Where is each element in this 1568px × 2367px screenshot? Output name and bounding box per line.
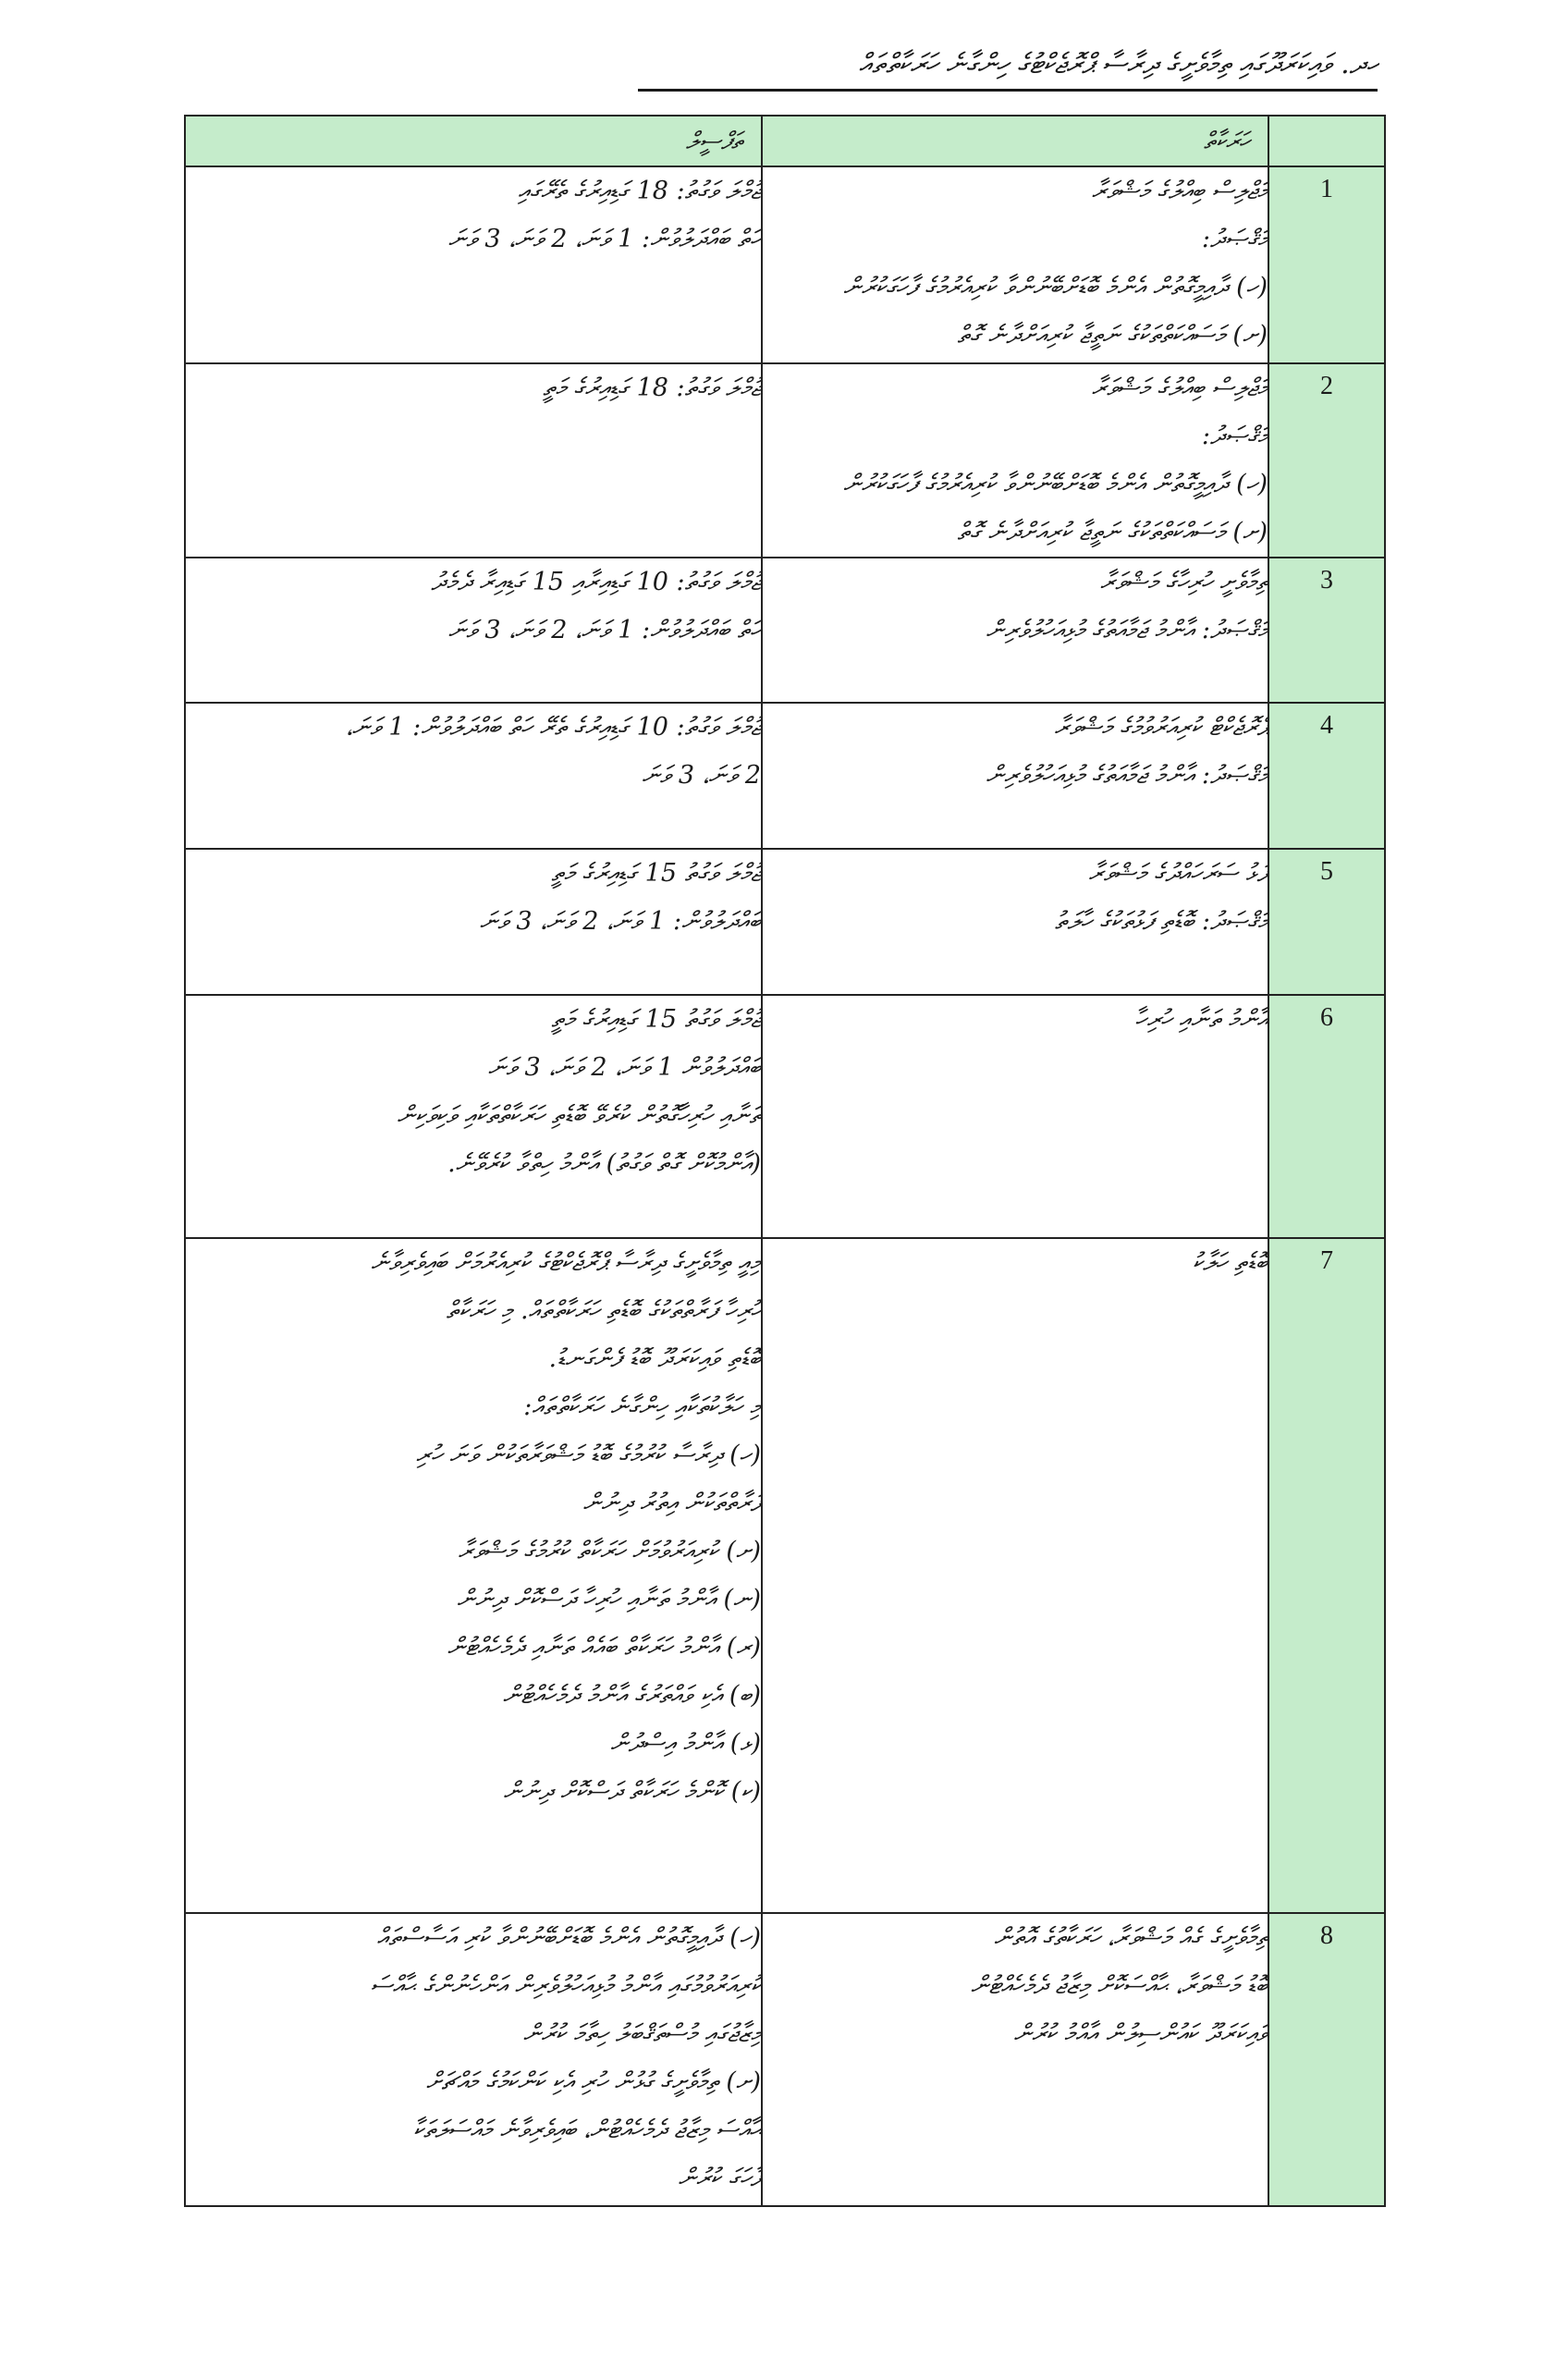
header-subject: ހަރަކާތް: [762, 116, 1268, 166]
row-details: (ހ) ދާއިމީގޮތުން އެންމެ ބޮޑަށްބޭނުންވާ ކުރި އަސާސްތައް ކުރިއަރުވުމުގައި އާންމު މުޅިއަހުލުވެރިން އަންހެނުންގެ ޙާއްސަ މިޒާޖުގައި މުސްތަޤްބަލު ހިތާމަ ކުރުން (ށ) ތިމާވެށީގެ ގުޅުން ހުރި އެކި ކަންކަމުގެ މައްޗަށް ޙާއްސަ މިޒާޖު ދެމެހެއްޓުން، ބައިވެރިވާނެ މައްސަލަތަކާ ފާހަގަ ކުރުން: [185, 1913, 762, 2206]
row-details: ޖުމްލަ ވަގުތު 15 ގަޑިއިރުގެ މަތީ ބައްދަލުވުން: 1 ވަނަ، 2 ވަނަ، 3 ވަނަ: [185, 849, 762, 995]
row-details: މިއީ ތިމާވެށީގެ ދިރާސާ ޕްރޮޖެކްޓުގެ ކުރިއެރުމަށް ބައިވެރިވާނެ ހުރިހާ ފަރާތްތަކުގެ ބޮޑެތި ހަރަކާތްތައް. މި ހަރަކާތް ބޮޑެތި ވައިކަރަދޫ ބޮޑު ފެންގަނޑު. މި ހަލާކުތަކާއި ހިންގާނެ ހަރަކާތްތައް: (ހ) ދިރާސާ ކުރުމުގެ ބޮޑު މަޝްވަރާތަކުން ވަނަ ހުރި ފަރާތްތަކުން އިތުރު ދިނުން (ށ) ކުރިއަރުވުމަށް ހަރަކާތް ކުރުމުގެ މަޝްވަރާ (ނ) އާންމު ތަނާއި ހުރިހާ ދަސްކޮށް ދިނުން (ރ) އާންމު ހަރަކާތް ބައެއް ތަނާއި ދެމެހެއްޓުން (ބ) އެކި ވައްތަރުގެ އާންމު ދެމެހެއްޓުން (ޅ) އާންމު އިސްދުން (ކ) ކޮންމެ ހަރަކާތް ދަސްކޮށް ދިނުން: [185, 1238, 762, 1913]
row-number: 3: [1268, 558, 1385, 703]
row-number: 5: [1268, 849, 1385, 995]
row-number: 7: [1268, 1238, 1385, 1913]
row-subject: މަޖްލިސް ބިއްލުގެ މަޝްވަރާ މަޤްޞަދު: (ހ) ދާއިމީގޮތުން އެންމެ ބޮޑަށްބޭނުންވާ ކުރިއެރުމުގެ ފާހަގަކުރުން (ށ) މަސައްކަތްތަކުގެ ނަތީޖާ ކުރިއަށްދާނެ ގޮތް: [762, 363, 1268, 558]
header-details: ތަފްސީލް: [185, 116, 762, 166]
table-row: [185, 1913, 1385, 2206]
row-subject: ފަޅު ސަރަހައްދުގެ މަޝްވަރާ މަޤްޞަދު: ބޮޑެތި ފަޅުތަކުގެ ހާލަތު: [762, 849, 1268, 995]
header-number: [1268, 116, 1385, 166]
row-subject: ތިމާވެށީ ހުރިހާގެ މަޝްވަރާ މަޤްޞަދު: އާންމު ޖަމާއަތުގެ މުޅިއަހުލުވެރިން: [762, 558, 1268, 703]
table-row: [185, 703, 1385, 849]
table-row: [185, 1238, 1385, 1913]
row-details: ޖުމްލަ ވަގުތު: 18 ގަޑިއިރުގެ މަތީ: [185, 363, 762, 558]
table-header-row: [185, 116, 1385, 166]
table-row: [185, 363, 1385, 558]
row-details: ޖުމްލަ ވަގުތު: 10 ގަޑިއިރުގެ ތެރޭ ހަތް ބައްދަލުވުން: 1 ވަނަ، 2 ވަނަ، 3 ވަނަ: [185, 703, 762, 849]
table-row: [185, 558, 1385, 703]
row-details: ޖުމްލަ ވަގުތު 15 ގަޑިއިރުގެ މަތީ ބައްދަލުވުން 1 ވަނަ، 2 ވަނަ، 3 ވަނަ ތަނާއި ހުރިހާގޮތުން ކުރެވޭ ބޮޑެތި ހަރަކާތްތަކާއި ވަކިވަކިން (އާންމުކޮށް ގޮތް ވަގުތު) އާންމު ހިތްވާ ކުރެވޭނެ.: [185, 995, 762, 1238]
row-details: ޖުމްލަ ވަގުތު: 18 ގަޑިއިރުގެ ތެރޭގައި ހަތް ބައްދަލުވުން: 1 ވަނަ، 2 ވަނަ، 3 ވަނަ: [185, 166, 762, 363]
table-row: [185, 166, 1385, 363]
row-number: 6: [1268, 995, 1385, 1238]
row-number: 1: [1268, 166, 1385, 363]
title-underline: [638, 89, 1378, 92]
table-row: [185, 995, 1385, 1238]
row-number: 4: [1268, 703, 1385, 849]
page-title: ހދ. ވައިކަރަދޫގައި ތިމާވެށީގެ ދިރާސާ ޕްރޮޖެކްޓުގެ ހިންގާނެ ހަރަކާތްތައް: [858, 48, 1379, 80]
row-subject: ޕްރޮޖެކްޓް ކުރިއަރުވުމުގެ މަޝްވަރާ މަޤްޞަދު: އާންމު ޖަމާއަތުގެ މުޅިއަހުލުވެރިން: [762, 703, 1268, 849]
activities-table: [184, 115, 1386, 2207]
table-row: [185, 849, 1385, 995]
row-details: ޖުމްލަ ވަގުތު: 10 ގަޑިއިރާއި 15 ގަޑިއިރާ ދެމެދު ހަތް ބައްދަލުވުން: 1 ވަނަ، 2 ވަނަ، 3 ވަނަ: [185, 558, 762, 703]
row-subject: ބޮޑެތި ހަލާކު: [762, 1238, 1268, 1913]
row-subject: މަޖްލިސް ބިއްލުގެ މަޝްވަރާ މަޤްޞަދު: (ހ) ދާއިމީގޮތުން އެންމެ ބޮޑަށްބޭނުންވާ ކުރިއެރުމުގެ ފާހަގަކުރުން (ށ) މަސައްކަތްތަކުގެ ނަތީޖާ ކުރިއަށްދާނެ ގޮތް: [762, 166, 1268, 363]
row-number: 8: [1268, 1913, 1385, 2206]
row-number: 2: [1268, 363, 1385, 558]
row-subject: ތިމާވެށީގެ ގެއް މަޝްވަރާ، ހަރަކާތުގެ އޮތުން ބޮޑު މަޝްވަރާ، ޙާއްސަކޮށް މިޒާޖު ދެމެހެއްޓުން ވައިކަރަދޫ ކައުންސިލުން އާއްމު ކުރުން: [762, 1913, 1268, 2206]
row-subject: އާންމު ތަނާއި ހުރިހާ: [762, 995, 1268, 1238]
